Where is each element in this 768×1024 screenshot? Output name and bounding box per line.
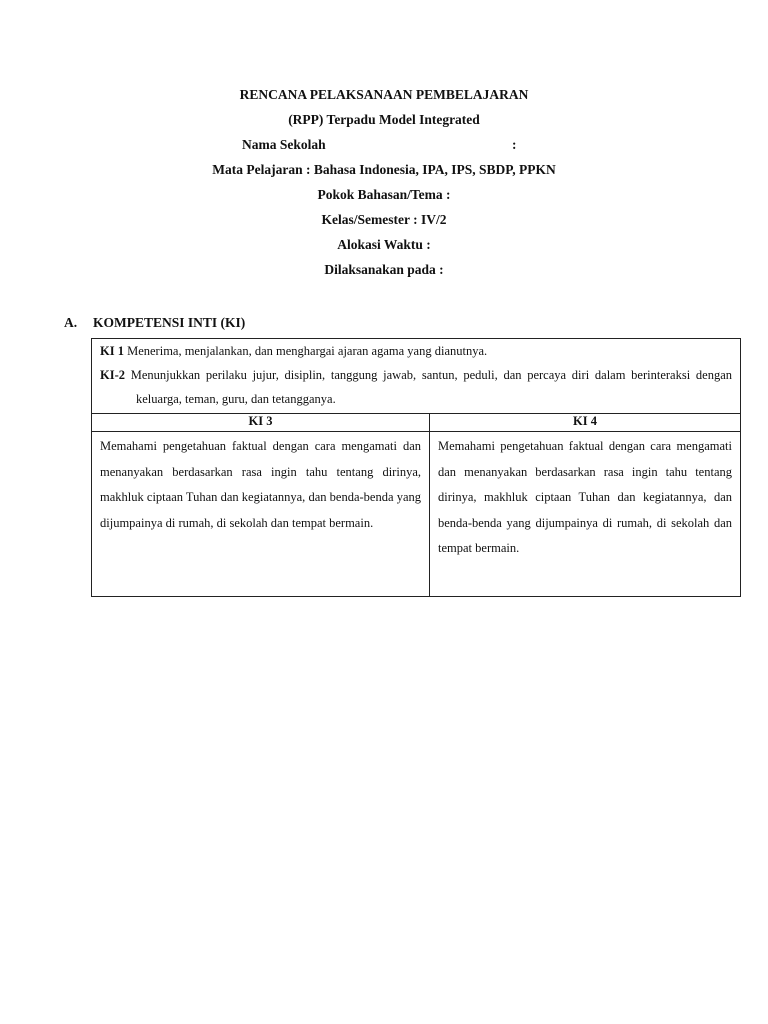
section-a-number: A. bbox=[64, 315, 78, 330]
nama-sekolah-colon: : bbox=[512, 137, 517, 152]
nama-sekolah-label: Nama Sekolah bbox=[242, 137, 326, 152]
nama-sekolah-line bbox=[0, 136, 768, 161]
document-subtitle: (RPP) Terpadu Model Integrated bbox=[288, 112, 480, 127]
ki2-text: Menunjukkan perilaku jujur, disiplin, tanggung jawab, santun, peduli, dan percaya diri dalam berinteraksi dengan keluarga, teman, guru, dan tetangganya. bbox=[130, 368, 732, 406]
ki3-text: Memahami pengetahuan faktual dengan cara mengamati dan menanyakan berdasarkan rasa ingin tahu tentang dirinya, makhluk ciptaan Tuhan dan kegiatannya, dan benda-benda yang dijumpainya di rumah, di sekolah dan tempat bermain. bbox=[92, 432, 430, 597]
ki1-line bbox=[100, 341, 732, 361]
mata-pelajaran-line: Mata Pelajaran : Bahasa Indonesia, IPA, IPS, SBDP, PPKN bbox=[212, 162, 556, 177]
pokok-bahasan-line: Pokok Bahasan/Tema : bbox=[317, 187, 451, 202]
section-a-title: KOMPETENSI INTI (KI) bbox=[93, 315, 246, 330]
ki4-header: KI 4 bbox=[430, 414, 741, 432]
alokasi-waktu-line: Alokasi Waktu : bbox=[337, 237, 431, 252]
ki1-text: Menerima, menjalankan, dan menghargai ajaran agama yang dianutnya. bbox=[127, 344, 488, 358]
ki1-label: KI 1 bbox=[100, 344, 124, 358]
ki-top-row bbox=[92, 339, 741, 414]
ki1-ki2-cell bbox=[92, 339, 741, 414]
ki-table bbox=[91, 338, 741, 597]
ki3-header: KI 3 bbox=[92, 414, 430, 432]
kelas-semester-line: Kelas/Semester : IV/2 bbox=[321, 212, 447, 227]
document-header bbox=[0, 86, 768, 286]
section-a-heading bbox=[64, 315, 245, 331]
ki4-text: Memahami pengetahuan faktual dengan cara mengamati dan menanyakan berdasarkan rasa ingin tahu tentang dirinya, makhluk ciptaan Tuhan dan kegiatannya, dan benda-benda yang dijumpainya di rumah, di sekolah dan tempat bermain. bbox=[430, 432, 741, 597]
ki-body-row bbox=[92, 432, 741, 597]
ki2-line bbox=[100, 363, 732, 411]
document-title: RENCANA PELAKSANAAN PEMBELAJARAN bbox=[239, 87, 529, 102]
ki2-label: KI-2 bbox=[100, 368, 125, 382]
dilaksanakan-line: Dilaksanakan pada : bbox=[324, 262, 444, 277]
ki-header-row bbox=[92, 414, 741, 432]
